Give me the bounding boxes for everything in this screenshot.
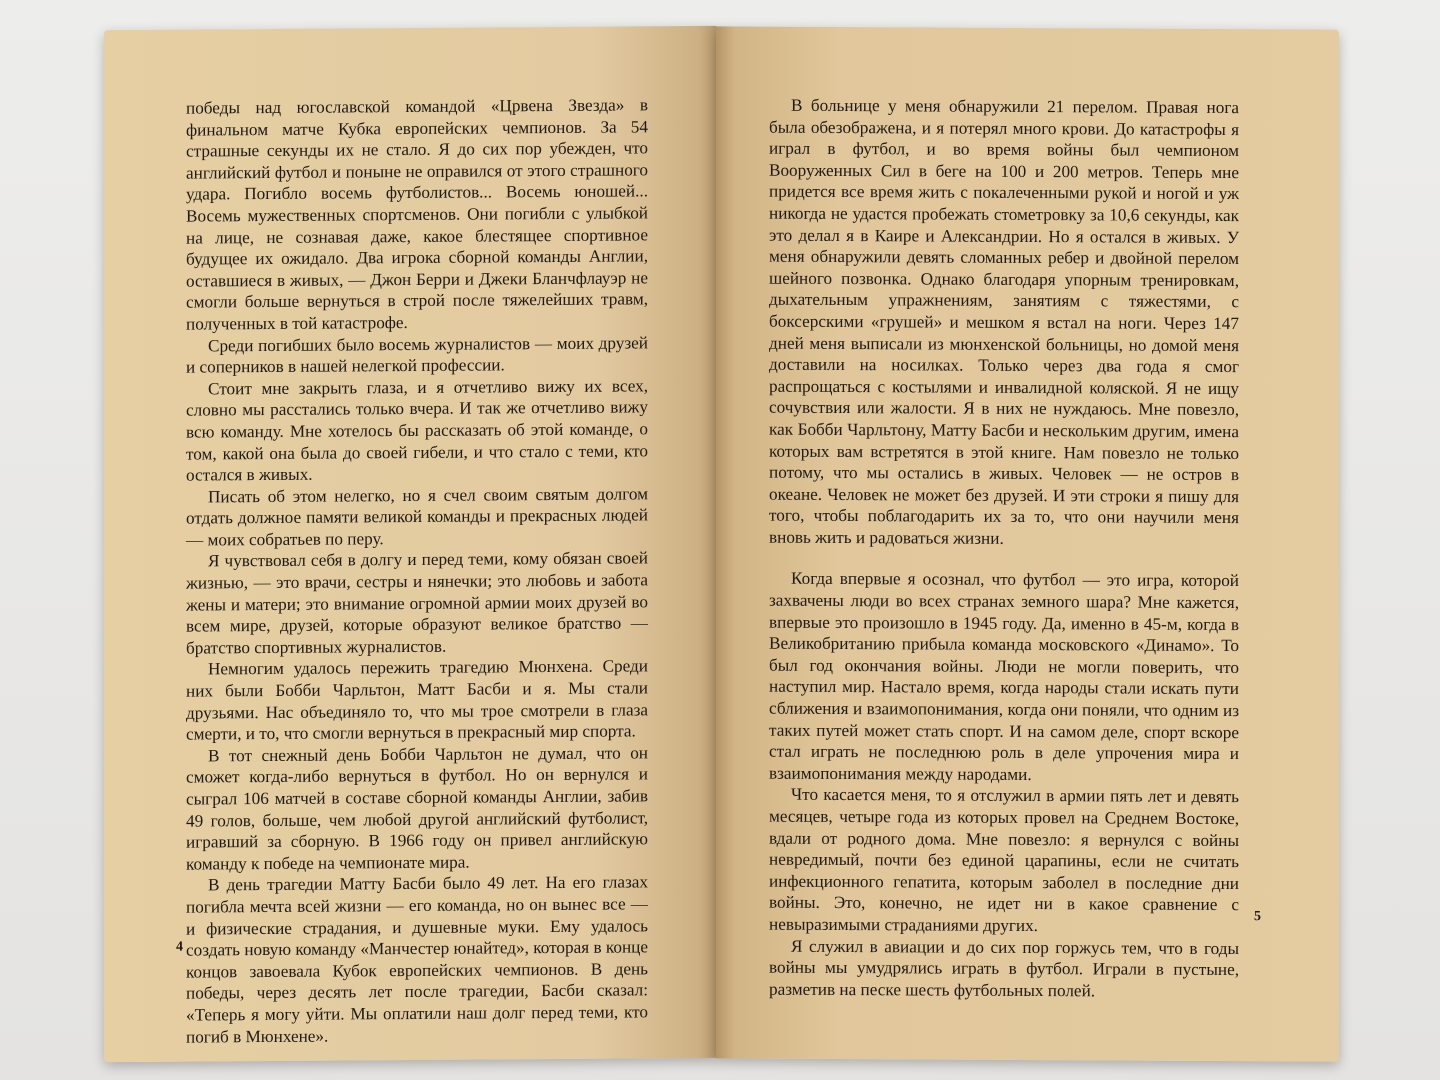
paragraph: Когда впервые я осознал, что футбол — это игра, которой захвачены люди во всех странах земного шара? Мне кажется, впервые это произошло в 1945 году. Да, именно в 45-м, когда в Великобританию прибыла команда московского «Динамо». То был год окончания войны. Люди не могли поверить, что наступил мир. Настало время, когда народы стали искать пути сближения и взаимопонимания, когда они поняли, что одним из таких путей может стать спорт. И на самом деле, спорт вскоре стал играть не последнюю роль в деле упрочения мира и взаимопонимания между народами. <box>769 569 1239 784</box>
paragraph: Что касается меня, то я отслужил в армии пять лет и девять месяцев, четыре года из которых провел на Среднем Востоке, вдали от родного дома. Мне повезло: я вернулся с войны невредимый, почти без единой царапины, если не считать инфекционного гепатита, которым заболел в последние дни войны. Это, конечно, не идет ни в какое сравнение с невыразимыми страданиями других. <box>769 785 1239 936</box>
page-number: 4 <box>176 939 183 955</box>
left-page-text <box>186 94 648 1047</box>
paragraph: Я служил в авиации и до сих пор горжусь тем, что в годы войны мы умудрялись играть в футбол. Играли в пустыне, разметив на песке шесть футбольных полей. <box>769 936 1239 1001</box>
paragraph: В тот снежный день Бобби Чарльтон не думал, что он сможет когда-либо вернуться в футбол. Но он вернулся и сыграл 106 матчей в составе сборной команды Англии, забив 49 голов, больше, чем любой другой английский футболист, игравший за сборную. В 1966 году он привел английскую команду к победе на чемпионате мира. <box>186 743 648 874</box>
right-page-text <box>769 95 1239 1003</box>
paragraph: В день трагедии Матту Басби было 49 лет. На его глазах погибла мечта всей жизни — его команда, но он вынес все — и физические страдания, и душевные муки. Ему удалось создать новую команду «Манчестер юнайтед», которая в конце концов завоевала Кубок европейских чемпионов. В день победы, через десять лет после трагедии, Басби сказал: «Теперь я могу уйти. Мы оплатили наш долг перед теми, кто погиб в Мюнхене». <box>186 872 648 1047</box>
paragraph: победы над югославской командой «Црвена Звезда» в финальном матче Кубка европейских чемпионов. За 54 страшные секунды их не стало. Я до сих пор убежден, что английский футбол и поныне не оправился от этого страшного удара. Погибло восемь футболистов... Восемь юношей... Восемь мужественных спортсменов. Они погибли с улыбкой на лице, не сознавая даже, какое блестящее спортивное будущее их ожидало. Два игрока сборной команды Англии, оставшиеся в живых, — Джон Берри и Джеки Бланчфлауэр не смогли больше вернуться в строй после тяжелейших травм, полученных в той катастрофе. <box>186 95 648 334</box>
right-page <box>716 26 1339 1061</box>
paragraph: Немногим удалось пережить трагедию Мюнхена. Среди них были Бобби Чарльтон, Матт Басби и я. Мы стали друзьями. Нас объединяло то, что мы трое смотрели в глаза смерти, и то, что смогли вернуться в прекрасный мир спорта. <box>186 656 648 744</box>
page-number: 5 <box>1254 909 1261 925</box>
paragraph: Среди погибших было восемь журналистов — моих друзей и соперников в нашей нелегкой профессии. <box>186 332 648 377</box>
paragraph: Я чувствовал себя в долгу и перед теми, кому обязан своей жизнью, — это врачи, сестры и нянечки; это любовь и забота жены и матери; это внимание огромной армии моих друзей во всем мире, друзей, которые образуют великое братство — братство спортивных журналистов. <box>186 548 648 658</box>
open-book <box>104 28 1339 1060</box>
paragraph: Стоит мне закрыть глаза, и я отчетливо вижу их всех, словно мы расстались только вчера. И так же отчетливо вижу всю команду. Мне хотелось бы рассказать об этой команде, о том, какой она была до своей гибели, и что стало с теми, кто остался в живых. <box>186 376 648 485</box>
paragraph: Писать об этом нелегко, но я счел своим святым долгом отдать должное памяти великой команды и прекрасных людей — моих собратьев по перу. <box>186 484 648 550</box>
paragraph: В больнице у меня обнаружили 21 перелом. Правая нога была обезображена, и я потерял много крови. До катастрофы я играл в футбол, и во время войны был чемпионом Вооруженных Сил в беге на 100 и 200 метров. Теперь мне придется все время жить с покалеченными рукой и ногой и уж никогда не удастся пробежать стометровку за 10,6 секунды, как это делал я в Каире и Александрии. Но я остался в живых. У меня обнаружили девять сломанных ребер и двойной перелом шейного позвонка. Однако благодаря упорным тренировкам, дыхательным упражнениям, занятиям с тяжестями, с боксерскими «грушей» и мешком я встал на ноги. Через 147 дней меня выписали из мюнхенской больницы, но домой меня доставили на носилках. Только через два года я смог распрощаться с костылями и инвалидной коляской. Я не ищу сочувствия или жалости. Я в них не нуждаюсь. Мне повезло, как Бобби Чарльтону, Матту Басби и нескольким другим, имена которых вам встретятся в этой книге. Нам повезло не только потому, что мы остались в живых. Человек — не остров в океане. Человек не может без друзей. И эти строки я пишу для того, чтобы поблагодарить их за то, что они научили меня вновь жить и радоваться жизни. <box>769 95 1239 548</box>
left-page <box>104 26 716 1062</box>
